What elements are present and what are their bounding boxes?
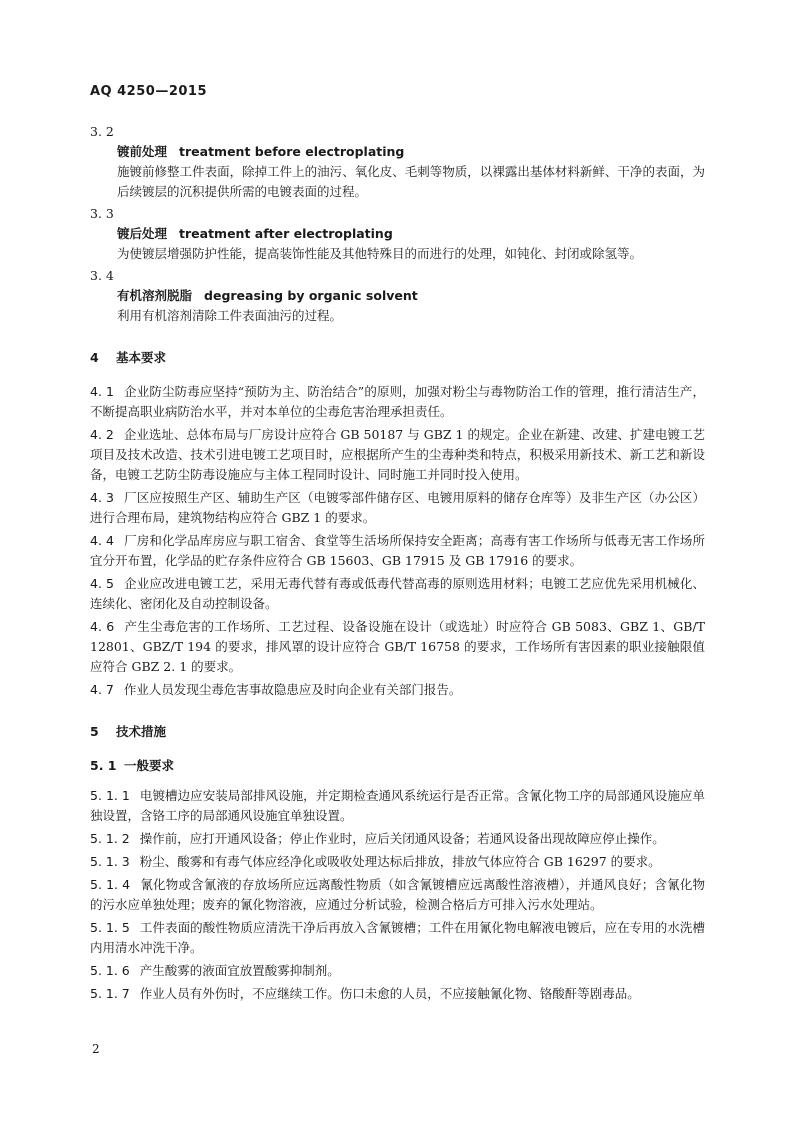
clause-number: 5. 1. 6 [90, 963, 130, 978]
definition-term [90, 142, 705, 162]
clause-text: 操作前，应打开通风设备；停止作业时，应后关闭通风设备；若通风设备出现故障应停止操作。 [139, 831, 665, 846]
clause-text: 企业选址、总体布局与厂房设计应符合 GB 50187 与 GBZ 1 的规定。企业在新建、改建、扩建电镀工艺项目及技术改造、技术引进电镀工艺项目时，应根据所产生的尘毒种类和特点，积极采用新技术、新工艺和新设备，电镀工艺防尘防毒设施应与主体工程同时设计、同时施工并同时投入使用。 [90, 427, 705, 482]
clause-number: 4. 2 [90, 427, 114, 442]
term-en: treatment before electroplating [179, 144, 405, 159]
clause-text: 厂房和化学品库房应与职工宿舍、食堂等生活场所保持安全距离；高毒有害工作场所与低毒无害工作场所宜分开布置，化学品的贮存条件应符合 GB 15603、GB 17915 及 GB 17916 的要求。 [90, 533, 705, 568]
clause-number: 5. 1. 7 [90, 986, 130, 1001]
definition-body: 施镀前修整工件表面，除掉工件上的油污、氧化皮、毛刺等物质，以裸露出基体材料新鲜、干净的表面，为后续镀层的沉积提供所需的电镀表面的过程。 [117, 164, 705, 199]
definition-3-2 [90, 122, 705, 202]
clause-number: 4. 4 [90, 533, 114, 548]
term-zh: 镀前处理 [117, 144, 168, 159]
clause-number: 4. 7 [90, 682, 114, 697]
clause-number: 4. 1 [90, 384, 114, 399]
clause-number: 4. 5 [90, 576, 114, 591]
chapter-4-heading [90, 348, 705, 368]
standard-code-header: AQ 4250—2015 [90, 84, 208, 99]
chapter-title: 技术措施 [116, 724, 167, 739]
clause-text: 产生酸雾的液面宜放置酸雾抑制剂。 [139, 963, 340, 978]
definition-body: 利用有机溶剂清除工件表面油污的过程。 [117, 308, 343, 323]
definition-term [90, 224, 705, 244]
clause-5-1-6 [90, 961, 705, 981]
clause-text: 厂区应按照生产区、辅助生产区（电镀零部件储存区、电镀用原料的储存仓库等）及非生产区（办公区）进行合理布局，建筑物结构应符合 GBZ 1 的要求。 [90, 490, 705, 525]
page-number: 2 [92, 1042, 100, 1056]
chapter-number: 4 [90, 350, 99, 365]
clause-text: 作业人员发现尘毒危害事故隐患应及时向企业有关部门报告。 [123, 682, 462, 697]
clause-5-1-7 [90, 984, 705, 1004]
definition-number: 3. 2 [90, 124, 114, 139]
clause-number: 5. 1. 5 [90, 920, 130, 935]
clause-4-6 [90, 617, 705, 677]
clause-5-1-4 [90, 875, 705, 915]
term-en: degreasing by organic solvent [204, 288, 418, 303]
clause-text: 氰化物或含氰液的存放场所应远离酸性物质（如含氰镀槽应远离酸性溶液槽），并通风良好；含氰化物的污水应单独处理；废弃的氰化物溶液，应通过分析试验，检测合格后方可排入污水处理站。 [90, 877, 705, 912]
clause-text: 工件表面的酸性物质应清洗干净后再放入含氰镀槽；工件在用氰化物电解液电镀后，应在专用的水洗槽内用清水冲洗干净。 [90, 920, 705, 955]
chapter-number: 5 [90, 724, 99, 739]
clause-number: 4. 6 [90, 619, 115, 634]
clause-4-3 [90, 488, 705, 528]
clause-number: 5. 1. 2 [90, 831, 130, 846]
clause-text: 产生尘毒危害的工作场所、工艺过程、设备设施在设计（或选址）时应符合 GB 5083、GBZ 1、GB/T 12801、GBZ/T 194 的要求，排风罩的设计应符合 GB/T 16758 的要求，工作场所有害因素的职业接触限值应符合 GBZ 2. 1 的要求。 [90, 619, 705, 674]
definition-3-4 [90, 266, 705, 326]
clause-number: 5. 1. 3 [90, 854, 130, 869]
clause-5-1-1 [90, 786, 705, 826]
clause-number: 5. 1. 4 [90, 877, 131, 892]
term-zh: 镀后处理 [117, 226, 168, 241]
chapter-5-heading [90, 722, 705, 742]
definition-term [90, 286, 705, 306]
clause-text: 作业人员有外伤时，不应继续工作。伤口未愈的人员，不应接触氰化物、铬酸酐等剧毒品。 [139, 986, 640, 1001]
clause-text: 粉尘、酸雾和有毒气体应经净化或吸收处理达标后排放，排放气体应符合 GB 16297 的要求。 [139, 854, 661, 869]
clause-4-2 [90, 425, 705, 485]
clause-5-1-5 [90, 918, 705, 958]
clause-4-4 [90, 531, 705, 571]
definition-body: 为使镀层增强防护性能，提高装饰性能及其他特殊目的而进行的处理，如钝化、封闭或除氢等。 [117, 246, 643, 261]
clause-number: 4. 3 [90, 490, 114, 505]
clause-5-1-3 [90, 852, 705, 872]
clause-4-7 [90, 680, 705, 700]
definition-number: 3. 3 [90, 206, 114, 221]
clause-4-1 [90, 382, 705, 422]
section-5-1-heading [90, 756, 705, 776]
chapter-title: 基本要求 [116, 350, 167, 365]
section-title: 一般要求 [124, 758, 175, 773]
term-en: treatment after electroplating [179, 226, 393, 241]
clause-text: 企业防尘防毒应坚持“预防为主、防治结合”的原则，加强对粉尘与毒物防治工作的管理，推行清洁生产，不断提高职业病防治水平，并对本单位的尘毒危害治理承担责任。 [90, 384, 705, 419]
clause-number: 5. 1. 1 [90, 788, 130, 803]
clause-text: 企业应改进电镀工艺，采用无毒代替有毒或低毒代替高毒的原则选用材料；电镀工艺应优先采用机械化、连续化、密闭化及自动控制设备。 [90, 576, 705, 611]
clause-5-1-2 [90, 829, 705, 849]
definition-3-3 [90, 204, 705, 264]
clause-text: 电镀槽边应安装局部排风设施，并定期检查通风系统运行是否正常。含氰化物工序的局部通风设施应单独设置，含铬工序的局部通风设施宜单独设置。 [90, 788, 705, 823]
term-zh: 有机溶剂脱脂 [117, 288, 193, 303]
definition-number: 3. 4 [90, 268, 114, 283]
document-body [90, 120, 705, 1007]
section-number: 5. 1 [90, 758, 117, 773]
clause-4-5 [90, 574, 705, 614]
